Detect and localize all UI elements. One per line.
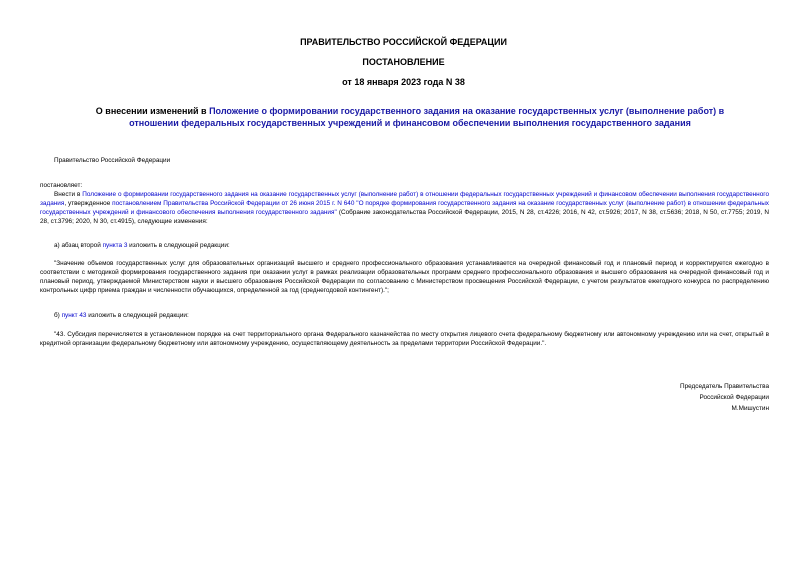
title-regulation-link[interactable]: Положение о формировании государственного задания на оказание государственных услуг (выполнение работ) в отношении федеральных государственных учреждений и финансовом обеспечении выполнения государственного задания: [129, 106, 725, 128]
issuer-heading: ПРАВИТЕЛЬСТВО РОССИЙСКОЙ ФЕДЕРАЦИИ: [300, 37, 507, 47]
intro-text-1: Внести в: [54, 191, 83, 198]
resolution-640-link[interactable]: постановлением Правительства Российской Федерации от 26 июня 2015 г. N 640 "О порядке формирования государственного задания на оказание государственных услуг (выполнение работ) в отношении федеральных государственных учреждений и финансового обеспечения выполнения государственного задания": [40, 200, 769, 217]
document-type-heading: ПОСТАНОВЛЕНИЕ: [362, 57, 445, 67]
signatory-name: М.Мишустин: [731, 405, 769, 412]
intro-text-3: (Собрание законодательства Российской Федерации, 2015, N 28, ст.4226; 2016, N 42, ст.5926; 2017, N 38, ст.5636; 2018, N 50, ст.7755; 2019, N 28, ст.3796; 2020, N 30, ст.4915), следующие изменения:: [40, 209, 769, 226]
intro-text-2: , утвержденное: [64, 200, 113, 208]
quote-b-paragraph: "43. Субсидия перечисляется в установленном порядке на счет территориального органа Федерального казначейства по месту открытия лицевого счета федеральному бюджетному или автономному учреждению или на счет, открытый в кредитной организации федеральному бюджетному или автономному учреждению, осуществляющему деятельность за пределами территории Российской Федерации.".: [40, 331, 769, 348]
item-a-text-1: а) абзац второй: [54, 242, 103, 249]
government-line: Правительство Российской Федерации: [54, 157, 171, 164]
clause-43-link[interactable]: пункт 43: [61, 312, 87, 319]
intro-paragraph: [40, 190, 769, 226]
resolves-line: постановляет:: [40, 182, 83, 189]
item-b-paragraph: [54, 311, 783, 320]
quote-a-paragraph: "Значение объемов государственных услуг для образовательных организаций высшего и среднего профессионального образования устанавливается на очередной финансовый год и плановый период и корректируется ежегодно в соответствии с методикой формирования государственного задания при оказании услуг в рамках реализации образовательных программ среднего профессионального образования и высшего образования на очередной финансовый год и плановый период, утверждаемой Министерством науки и высшего образования Российской Федерации по согласованию с Министерством просвещения Российской Федерации, с учетом результатов ежегодного конкурса по распределению контрольных цифр приема граждан и численности обучающихся, определенной за год (среднегодовой контингент).";: [40, 260, 769, 295]
date-number-heading: от 18 января 2023 года N 38: [342, 77, 465, 87]
title-prefix: О внесении изменений в: [95, 106, 210, 116]
document-title: [80, 105, 740, 129]
clause-3-link[interactable]: пункта 3: [102, 242, 128, 249]
item-a-text-2: изложить в следующей редакции:: [127, 242, 230, 249]
signatory-country: Российской Федерации: [699, 394, 769, 401]
item-b-text-2: изложить в следующей редакции:: [86, 312, 189, 319]
item-b-text-1: б): [54, 312, 62, 319]
signatory-title: Председатель Правительства: [680, 383, 769, 390]
regulation-link[interactable]: Положение о формировании государственного задания на оказание государственных услуг (выполнение работ) в отношении федеральных государственных учреждений и финансовом обеспечении выполнения государственного задания: [40, 191, 769, 208]
item-a-paragraph: [54, 241, 783, 250]
